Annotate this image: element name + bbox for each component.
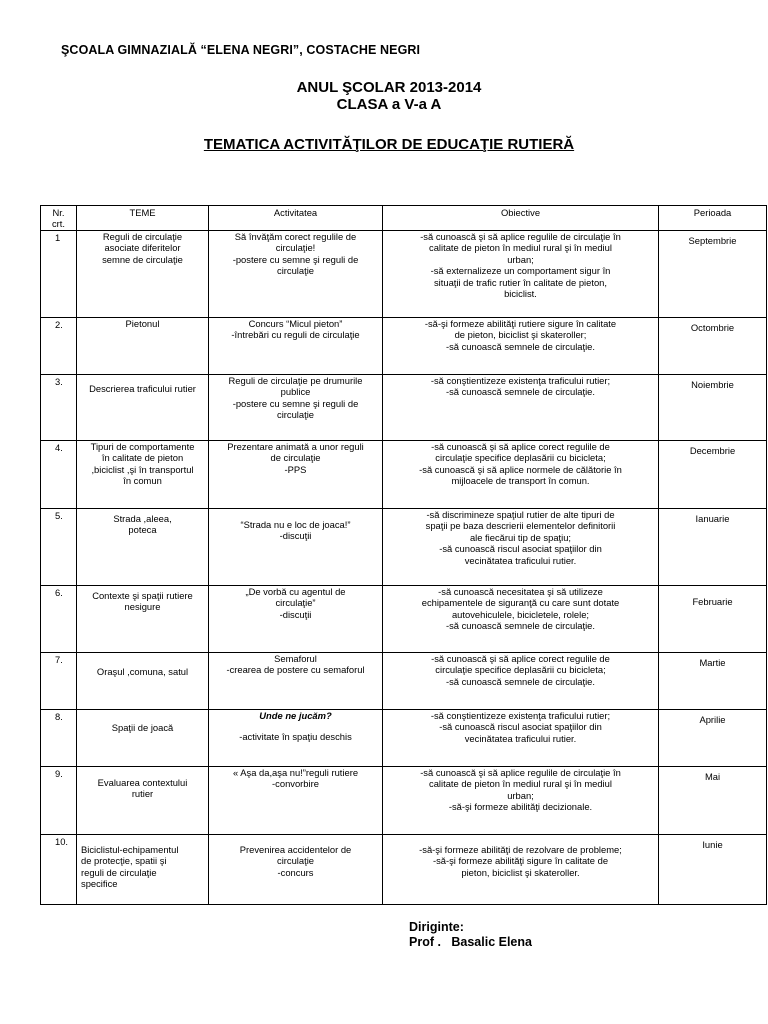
- tema-text: Evaluarea contextului rutier: [97, 777, 188, 800]
- row-obiective: [383, 509, 659, 586]
- row-number: 3.: [41, 375, 77, 441]
- row-tema: [77, 767, 209, 835]
- activities-table: [40, 205, 767, 905]
- row-perioada: Octombrie: [659, 318, 767, 375]
- table-row: [41, 231, 767, 318]
- row-number: 9.: [41, 767, 77, 835]
- row-tema: [77, 586, 209, 653]
- tema-text: Oraşul ,comuna, satul: [96, 666, 189, 677]
- obiective-text: -să cunoască şi să aplice corect regulile de circulaţie specifice deplasării cu bicicleta; -să cunoască semnele de circulaţie.: [431, 653, 610, 687]
- school-year-title: ANUL ŞCOLAR 2013-2014: [296, 79, 482, 96]
- row-activitatea: [209, 710, 383, 767]
- obiective-text: -să conştientizeze existenţa traficului rutier; -să cunoască semnele de circulaţie.: [430, 375, 611, 398]
- activitatea-detail: -activitate în spaţiu deschis: [239, 731, 352, 743]
- row-number: 7.: [41, 653, 77, 710]
- tema-text: Biciclistul-echipamentul de protecţie, spatii şi reguli de circulaţie specifice: [81, 844, 179, 890]
- row-perioada: Martie: [659, 653, 767, 710]
- row-tema: [77, 441, 209, 509]
- tema-text: Pietonul: [125, 318, 160, 329]
- activitatea-text: [209, 710, 382, 743]
- tema-text: Strada ,aleea, poteca: [113, 513, 172, 536]
- row-obiective: [383, 231, 659, 318]
- document-title: TEMATICA ACTIVITĂŢILOR DE EDUCAŢIE RUTIERĂ: [203, 136, 575, 153]
- row-obiective: [383, 653, 659, 710]
- table-row: [41, 441, 767, 509]
- table-row: [41, 835, 767, 905]
- row-tema: [77, 653, 209, 710]
- table-row: [41, 586, 767, 653]
- row-activitatea: [209, 586, 383, 653]
- row-obiective: [383, 710, 659, 767]
- obiective-text: -să-şi formeze abilităţi de rezolvare de probleme; -să-şi formeze abilităţi sigure în calitate de pieton, biciclist şi skateroller.: [419, 844, 622, 878]
- table-row: [41, 509, 767, 586]
- row-number: 5.: [41, 509, 77, 586]
- activitatea-italic-title: Unde ne jucăm?: [259, 710, 332, 721]
- row-obiective: [383, 441, 659, 509]
- activitatea-text: „De vorbă cu agentul de circulaţie” -discuţii: [245, 586, 346, 620]
- row-number: 4.: [41, 441, 77, 509]
- table-row: [41, 318, 767, 375]
- row-perioada: Noiembrie: [659, 375, 767, 441]
- column-header-perioada: Perioada: [659, 206, 767, 231]
- table-header-row: [41, 206, 767, 231]
- row-number: 1: [41, 231, 77, 318]
- row-perioada: Februarie: [659, 586, 767, 653]
- row-number: 8.: [41, 710, 77, 767]
- column-header-activitatea: Activitatea: [209, 206, 383, 231]
- obiective-text: -să cunoască şi să aplice regulile de circulaţie în calitate de pieton în mediul rural şi în mediul urban; -să-şi formeze abilităţi decizionale.: [420, 767, 621, 813]
- row-activitatea: [209, 441, 383, 509]
- activitatea-text: Prevenirea accidentelor de circulaţie -concurs: [239, 844, 352, 878]
- row-activitatea: [209, 835, 383, 905]
- tema-text: Tipuri de comportamente în calitate de pieton ,biciclist ,şi în transportul în comun: [90, 441, 195, 487]
- row-activitatea: [209, 318, 383, 375]
- school-name: ŞCOALA GIMNAZIALĂ “ELENA NEGRI”, COSTACHE NEGRI: [61, 43, 421, 57]
- obiective-text: -să cunoască şi să aplice regulile de circulaţie în calitate de pieton în mediul rural şi în mediul urban; -să externalizeze un comportament sigur în situaţii de trafic rutier în calitate de pieton, biciclist.: [420, 231, 621, 300]
- row-perioada: Iunie: [659, 835, 767, 905]
- row-activitatea: [209, 375, 383, 441]
- row-perioada: Septembrie: [659, 231, 767, 318]
- row-perioada: Mai: [659, 767, 767, 835]
- row-tema: [77, 509, 209, 586]
- row-tema: [77, 375, 209, 441]
- obiective-text: -să-şi formeze abilităţi rutiere sigure în calitate de pieton, biciclist şi skateroller; -să cunoască semnele de circulaţie.: [424, 318, 617, 352]
- activitatea-text: “Strada nu e loc de joaca!” -discuţii: [240, 519, 351, 542]
- row-obiective: [383, 586, 659, 653]
- column-header-obiective: Obiective: [383, 206, 659, 231]
- row-activitatea: [209, 653, 383, 710]
- tema-text: Reguli de circulaţie asociate diferitelor semne de circulaţie: [102, 231, 183, 265]
- tema-text: Contexte şi spaţii rutiere nesigure: [92, 590, 193, 613]
- activitatea-text: Reguli de circulaţie pe drumurile publice -postere cu semne şi reguli de circulaţie: [228, 375, 363, 421]
- table-row: [41, 767, 767, 835]
- row-obiective: [383, 318, 659, 375]
- row-number: 6.: [41, 586, 77, 653]
- tema-text: Spaţii de joacă: [111, 722, 174, 733]
- row-obiective: [383, 375, 659, 441]
- activitatea-text: Semaforul -crearea de postere cu semaforul: [226, 653, 365, 676]
- row-tema: [77, 318, 209, 375]
- row-tema: [77, 835, 209, 905]
- column-header-nr: Nr. crt.: [41, 206, 77, 231]
- row-number: 10.: [41, 835, 77, 905]
- row-perioada: Aprilie: [659, 710, 767, 767]
- row-obiective: [383, 767, 659, 835]
- class-title: CLASA a V-a A: [336, 96, 442, 113]
- row-tema: [77, 231, 209, 318]
- activitatea-text: « Aşa da,aşa nu!”reguli rutiere -convorbire: [232, 767, 359, 790]
- row-perioada: Decembrie: [659, 441, 767, 509]
- table-row: [41, 710, 767, 767]
- row-activitatea: [209, 509, 383, 586]
- activitatea-text: Să învăţăm corect regulile de circulaţie! -postere cu semne şi reguli de circulaţie: [232, 231, 359, 277]
- obiective-text: -să conştientizeze existenţa traficului rutier; -să cunoască riscul asociat spaţiilor din vecinătatea traficului rutier.: [430, 710, 611, 744]
- activitatea-text: Concurs “Micul pieton” -întrebări cu reguli de circulaţie: [231, 318, 360, 341]
- row-number: 2.: [41, 318, 77, 375]
- obiective-text: -să cunoască necesitatea şi să utilizeze echipamentele de siguranţă cu care sunt dotate autovehiculele, bicicletele, rolele; -să cunoască semnele de circulaţie.: [421, 586, 620, 632]
- activitatea-text: Prezentare animată a unor reguli de circulaţie -PPS: [227, 441, 364, 475]
- row-perioada: Ianuarie: [659, 509, 767, 586]
- table-row: [41, 375, 767, 441]
- signature-role: Diriginte:: [409, 920, 464, 934]
- row-activitatea: [209, 767, 383, 835]
- obiective-text: -să cunoască şi să aplice corect regulile de circulaţie specifice deplasării cu bicicleta; -să cunoască şi să aplice normele de călătorie în mijloacele de transport în comun.: [419, 441, 622, 487]
- signature-name: Prof . Basalic Elena: [409, 935, 532, 949]
- row-activitatea: [209, 231, 383, 318]
- row-obiective: [383, 835, 659, 905]
- tema-text: Descrierea traficului rutier: [89, 383, 196, 394]
- obiective-text: -să discrimineze spaţiul rutier de alte tipuri de spaţii pe baza descrierii elementelor definitorii ale fiecărui tip de spaţiu; -să cunoască riscul asociat spaţiilor din vecinătatea traficului rutier.: [425, 509, 616, 566]
- column-header-teme: TEME: [77, 206, 209, 231]
- row-tema: [77, 710, 209, 767]
- table-row: [41, 653, 767, 710]
